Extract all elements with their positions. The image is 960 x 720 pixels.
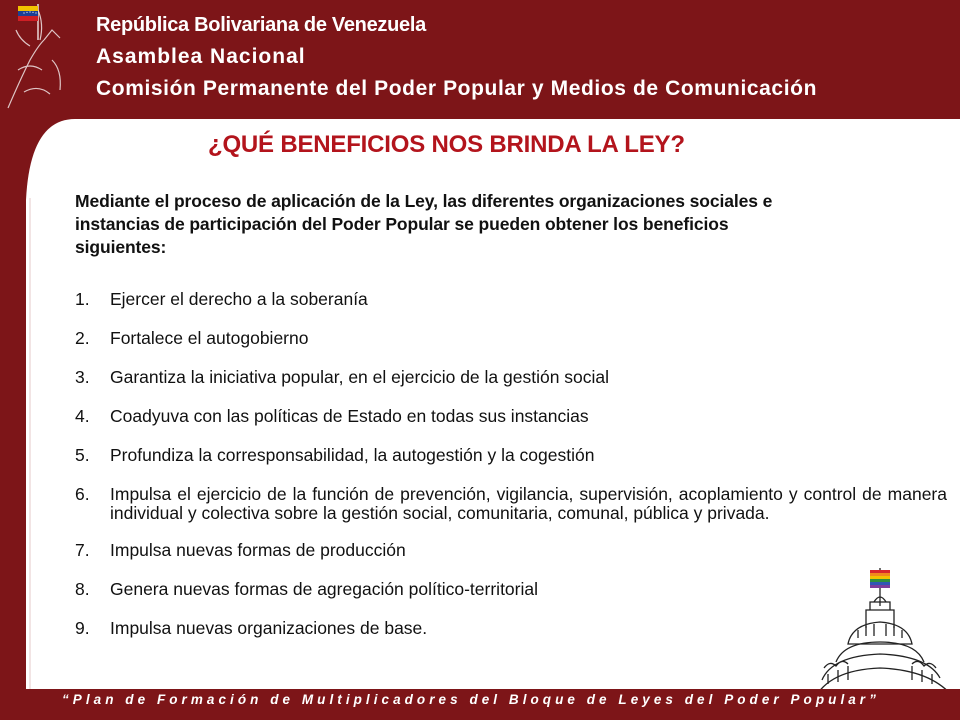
footer-plan-title: “Plan de Formación de Multiplicadores del Bloque de Leyes del Poder Popular” <box>62 692 880 707</box>
list-item-text: Impulsa nuevas organizaciones de base. <box>110 618 428 638</box>
list-item-number: 2. <box>75 328 90 348</box>
list-item <box>75 541 947 560</box>
list-item-text: Impulsa nuevas formas de producción <box>110 540 406 560</box>
list-item-text: Genera nuevas formas de agregación político-territorial <box>110 579 538 599</box>
list-item-text: Impulsa el ejercicio de la función de prevención, vigilancia, supervisión, acoplamiento y control de manera individual y colectiva sobre la gestión social, comunitaria, comunal, pública y privada. <box>110 484 947 523</box>
header-assembly: Asamblea Nacional <box>96 45 306 68</box>
list-item <box>75 329 947 348</box>
header-country: República Bolivariana de Venezuela <box>96 14 426 36</box>
list-item-number: 9. <box>75 618 90 638</box>
list-item-text: Garantiza la iniciativa popular, en el ejercicio de la gestión social <box>110 367 610 387</box>
capitol-dome-illustration-icon <box>808 566 960 702</box>
list-item-number: 8. <box>75 579 90 599</box>
list-item-text: Ejercer el derecho a la soberanía <box>110 289 368 309</box>
list-item <box>75 485 947 523</box>
list-item-text: Fortalece el autogobierno <box>110 328 309 348</box>
list-item <box>75 446 947 465</box>
slide-title: ¿QUÉ BENEFICIOS NOS BRINDA LA LEY? <box>208 131 685 158</box>
list-item-text: Coadyuva con las políticas de Estado en todas sus instancias <box>110 406 589 426</box>
list-item-number: 3. <box>75 367 90 387</box>
list-item-text: Profundiza la corresponsabilidad, la autogestión y la cogestión <box>110 445 595 465</box>
list-item-number: 6. <box>75 484 90 504</box>
venezuela-flag-emblem-icon <box>0 0 100 112</box>
list-item <box>75 407 947 426</box>
list-item <box>75 290 947 309</box>
list-item-number: 4. <box>75 406 90 426</box>
list-item <box>75 368 947 387</box>
header-commission: Comisión Permanente del Poder Popular y Medios de Comunicación <box>96 77 818 100</box>
list-item-number: 7. <box>75 540 90 560</box>
list-item-number: 1. <box>75 289 90 309</box>
intro-paragraph: Mediante el proceso de aplicación de la Ley, las diferentes organizaciones sociales e instancias de participación del Poder Popular se pueden obtener los beneficios siguientes: <box>75 191 773 257</box>
list-item-number: 5. <box>75 445 90 465</box>
